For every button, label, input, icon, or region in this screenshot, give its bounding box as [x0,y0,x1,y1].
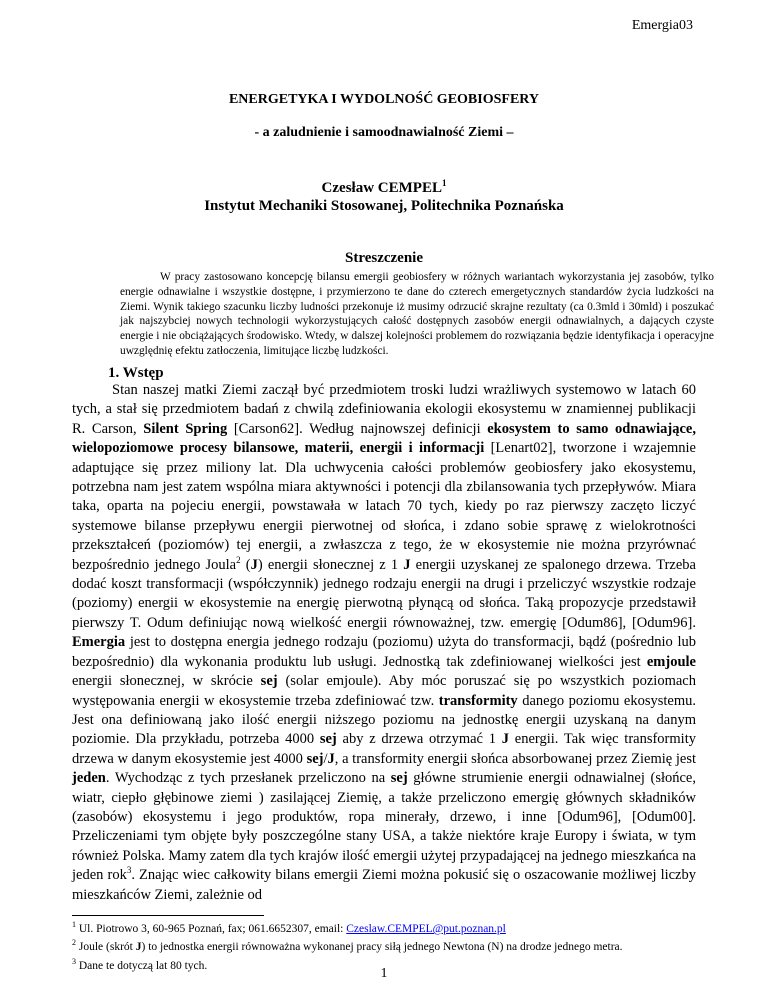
page-number: 1 [380,966,388,981]
affiliation: Instytut Mechaniki Stosowanej, Politechnika Poznańska [204,198,564,214]
abstract-heading: Streszczenie [344,250,424,266]
section-heading: 1. Wstęp [108,365,164,381]
author-name: Czesław CEMPEL [321,180,442,196]
email-link[interactable]: Czeslaw.CEMPEL@put.poznan.pl [346,922,506,935]
document-subtitle: - a zaludnienie i samoodnawialność Ziemi – [254,125,514,140]
document-title: ENERGETYKA I WYDOLNOŚĆ GEOBIOSFERY [228,92,540,107]
body-paragraph: Stan naszej matki Ziemi zaczął być przedmiotem troski ludzi wrażliwych systemowo w latach 60 tych, a stał się przedmiotem badań z chwilą zdefiniowania ekologii ekosystemu w znamiennej publikacji R. Carson, Silent Spring [Carson62]. Według najnowszej definicji ekosystem to samo odnawiające, wielopoziomowe procesy bilansowe, materii, energii i informacji [Lenart02], tworzone i wzajemnie adaptujące się przez miliony lat. Dla uchwycenia całości problemów geobiosfery jako ekosystemu, potrzebna nam jest zatem wspólna miara aktywności i potencji dla zbilansowania tych przepływów. Miara taka, oparta na pojeciu energii, powstawała w latach 70 tych, kiedy po raz pierwszy zaczęto liczyć systemowe bilanse przepływu energii pierwotnej od słońca, i zdano sobie sprawę z wielokrotności przekształceń (poziomów) tej energii, a zwłaszcza z tego, że w ekosystemie nie można przyrównać bezpośrednio jednego Joula$^2$ (J) energii słonecznej z 1 J energii uzyskanej ze spalonego drzewa. Trzeba dodać koszt transformacji (współczynnik) jednego rodzaju energii na drugi i przeliczyć wszystkie rodzaje (poziomy) energii w ekosystemie na energię pierwotną płynącą od słońca. Taką propozycje przedstawił pierwszy T. Odum definiując nową wielkość energii równoważnej, tzw. emergię [Odum86], [Odum96]. Emergia jest to dostępna energia jednego rodzaju (poziomu) użyta do transformacji, bądź (pośrednio lub bezpośrednio) dla wykonania produktu lub usługi. Jednostką tak zdefiniowanej wielkości jest emjoule energii słonecznej, w skrócie sej (solar emjoule). Aby móc poruszać się po wszystkich poziomach występowania energii w ekosystemie trzeba zdefiniować tzw. transformity danego poziomu ekosystemu. Jest ona definiowaną jako ilość energii niższego poziomu na jednostkę energii uzyskaną na danym poziomie. Dla przykładu, potrzeba 4000 sej aby z drzewa otrzymać 1 J energii. Tak więc transformity drzewa w danym ekosystemie jest 4000 sej/J, a transformity energii słońca absorbowanej przez Ziemię jest jeden. Wychodząc z tych przesłanek przeliczono na sej główne strumienie energii odnawialnej (słońce, wiatr, ciepło głębinowe ziemi ) zasilającej Ziemię, a także przeliczono emergię głównych składników (zasobów) ekosystemu i jego produktów, ropa minerały, drzewo, i inne [Odum96], [Odum00]. Przeliczeniami tym objęte były poszczególne stany USA, a także niektóre kraje Europy i świata, w tym również Polska. Mamy zatem dla tych krajów ilość emergii użytej przypadającej na jednego mieszkańca na jeden rok$^3$. Znając wiec całkowity bilans emergii Ziemi można pokusić się o oszacowanie możliwej liczby mieszkańców Ziemi, zależnie od [72,382,696,903]
author-line [0,178,768,197]
footnotes [72,918,712,973]
footnote-1: $^1$ Ul. Piotrowo 3, 60-965 Poznań, fax; 061.6652307, email: Czeslaw.CEMPEL@put.poznan.pl [72,920,506,935]
footnote-divider [72,915,264,916]
footnote-3: $^3$ Dane te dotyczą lat 80 tych. [72,956,208,972]
footnote-2: $^2$ Joule (skrót J) to jednostka energii równoważna wykonanej pracy siłą jednego Newtona (N) na drodze jednego metra. [72,938,623,954]
author-footnote-mark: 1 [441,178,447,188]
running-header: Emergia03 [631,18,693,33]
abstract-text: W pracy zastosowano koncepcję bilansu emergii geobiosfery w różnych wariantach wykorzystania jej zasobów, tylko energie odnawialne i wszystkie dostępne, i przymierzono te dane do czterech emergetycznych standardów życia ludzkości na Ziemi. Wynik takiego szacunku liczby ludności przekonuje iż musimy odrzucić skrajne rezultaty (ca 0.3mld i 30mld) i poszukać jak najszybciej nowych technologii wykorzystujących całość dostępnych zasobów energii odnawialnych, a dających czyste energie i nie obciążających środowisko. Wtedy, w dalszej kolejności problemem do rozwiązania będzie identyfikacja i operacyjne uwzględnię efektu zatłoczenia, limitujące liczbę ludzkości. [120,271,714,357]
